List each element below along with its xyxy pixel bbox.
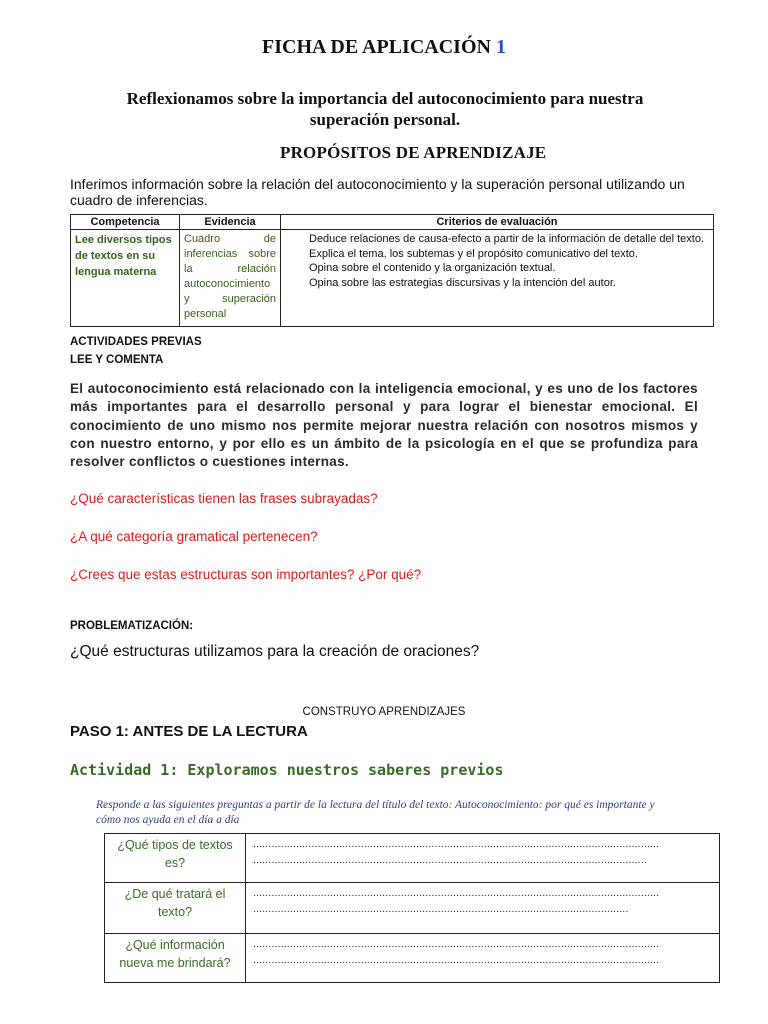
- answer-line: ....................................................................................................................................: [253, 955, 660, 966]
- question-1: ¿Qué características tienen las frases subrayadas?: [70, 491, 378, 506]
- answer-line: ....................................................................................................................................: [253, 939, 660, 950]
- criterios-list: [285, 232, 709, 290]
- question-cell: ¿Qué información nueva me brindará?: [105, 934, 246, 983]
- header-evidencia: Evidencia: [180, 215, 281, 230]
- instruction-text: Responde a las siguientes preguntas a partir de la lectura del título del texto: Autoconocimiento: por qué es importante y cómo nos ayuda en el día a día: [96, 799, 655, 826]
- step-heading: PASO 1: ANTES DE LA LECTURA: [70, 723, 308, 740]
- question-cell: ¿De qué tratará el texto?: [105, 883, 246, 934]
- answer-line: ................................................................................................................................: [253, 855, 648, 866]
- title-text: FICHA DE APLICACIÓN: [262, 36, 491, 58]
- competence-table: [70, 214, 714, 327]
- table-row: [105, 834, 720, 883]
- activities-subheading: LEE Y COMENTA: [70, 354, 164, 366]
- question-3: ¿Crees que estas estructuras son importantes? ¿Por qué?: [70, 567, 422, 582]
- criterio-item: Opina sobre el contenido y la organización textual.: [309, 262, 556, 275]
- answer-cell[interactable]: [246, 934, 720, 983]
- criterio-item: Explica el tema, los subtemas y el propósito comunicativo del texto.: [309, 247, 638, 260]
- intro-text: Inferimos información sobre la relación del autoconocimiento y la superación personal utilizando un cuadro de inferencias.: [70, 176, 685, 208]
- reading-paragraph: El autoconocimiento está relacionado con la inteligencia emocional, y es uno de los factores más importantes para el desarrollo personal y para lograr el bienestar emocional. El conocimiento de uno mismo nos permite mejorar nuestra relación con nosotros mismos y con nuestro entorno, y por ello es un ámbito de la psicología en el que se profundiza para resolver conflictos o cuestiones internas.: [70, 381, 698, 470]
- construction-heading: CONSTRUYO APRENDIZAJES: [302, 706, 466, 718]
- evidencia-cell: Cuadro de inferencias sobre la relación autoconocimiento y superación personal: [180, 230, 281, 327]
- title-number: 1: [495, 36, 506, 58]
- problem-heading: PROBLEMATIZACIÓN:: [70, 620, 194, 632]
- answer-line: ..........................................................................................................................: [253, 904, 629, 915]
- question-cell: ¿Qué tipos de textos es?: [105, 834, 246, 883]
- answer-line: ....................................................................................................................................: [253, 839, 660, 850]
- answer-cell[interactable]: [246, 834, 720, 883]
- page-subtitle: Reflexionamos sobre la importancia del autoconocimiento para nuestra superación personal.: [126, 89, 644, 129]
- problem-question: ¿Qué estructuras utilizamos para la creación de oraciones?: [70, 643, 480, 660]
- page-title: [0, 36, 768, 59]
- answer-cell[interactable]: [246, 883, 720, 934]
- table-row: [105, 934, 720, 983]
- criterios-cell: [281, 230, 714, 327]
- competencia-cell: Lee diversos tipos de textos en su lengua materna: [71, 230, 180, 327]
- table-row: [105, 883, 720, 934]
- purposes-heading: PROPÓSITOS DE APRENDIZAJE: [280, 143, 547, 162]
- activity-heading: Actividad 1: Exploramos nuestros saberes previos: [70, 761, 504, 779]
- answer-line: ....................................................................................................................................: [253, 888, 660, 899]
- criterio-item: Deduce relaciones de causa-efecto a partir de la información de detalle del texto.: [309, 233, 705, 245]
- header-competencia: Competencia: [71, 215, 180, 230]
- header-criterios: Criterios de evaluación: [281, 215, 714, 230]
- criterio-item: Opina sobre las estrategias discursivas y la intención del autor.: [309, 276, 616, 289]
- questions-table: [104, 833, 720, 983]
- question-2: ¿A qué categoría gramatical pertenecen?: [70, 529, 318, 544]
- activities-heading: ACTIVIDADES PREVIAS: [70, 336, 202, 348]
